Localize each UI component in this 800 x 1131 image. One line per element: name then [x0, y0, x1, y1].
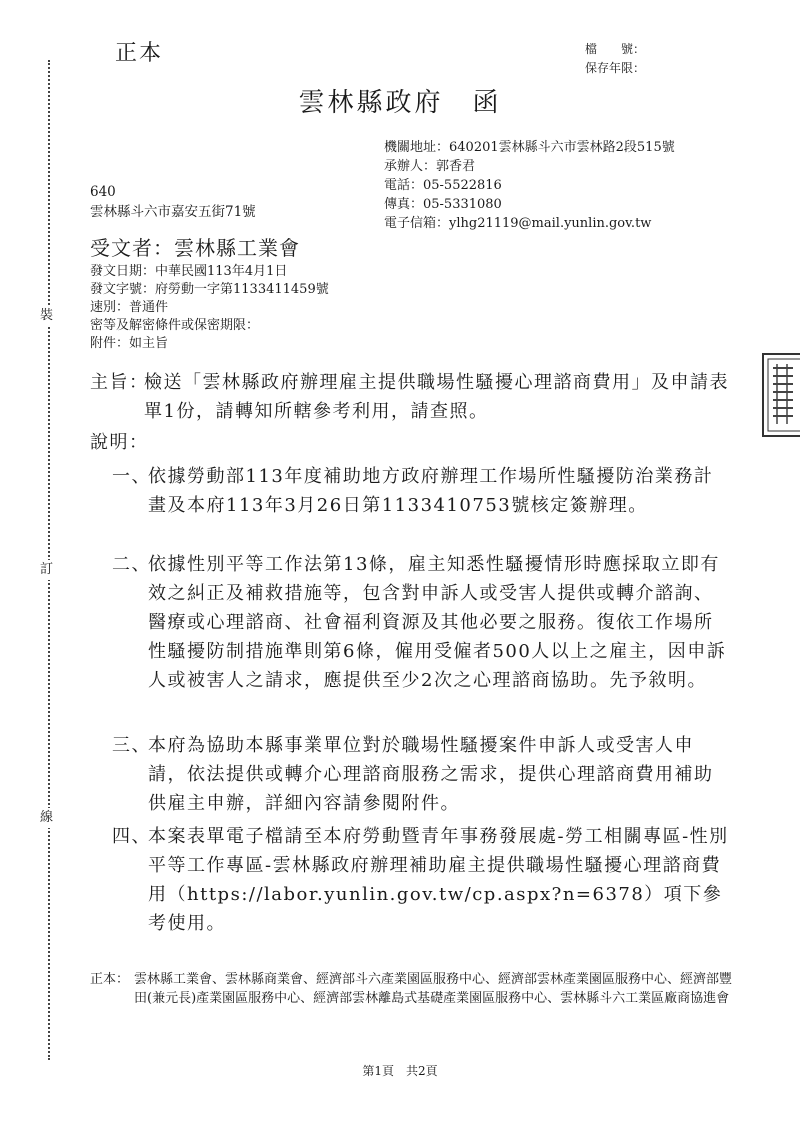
handler: 承辦人：郭香君	[384, 159, 476, 174]
seal-stamp-icon	[755, 350, 800, 440]
fax: 傳真：05-5331080	[384, 197, 502, 212]
retention-label: 保存年限：	[585, 61, 646, 75]
email: 電子信箱：ylhg21119@mail.yunlin.gov.tw	[384, 216, 652, 231]
item-number: 一、	[112, 466, 151, 487]
item-number: 二、	[112, 554, 151, 575]
attachment: 附件：如主旨	[90, 336, 169, 351]
item-text: 依據性別平等工作法第13條，雇主知悉性騷擾情形時應採取立即有效之糾正及補救措施等，包含對申訴人或受害人提供或轉介諮詢、醫療或心理諮商、社會福利資源及其他必要之服務。復依工作場所性騷擾防制措施準則第6條，僱用受僱者500人以上之雇主，因申訴人或被害人之請求，應提供至少2次之心理諮商協助。先予敘明。	[148, 554, 727, 691]
delivery-speed: 速別：普通件	[90, 300, 169, 315]
meta-block	[90, 263, 329, 353]
cc-list: 雲林縣工業會、雲林縣商業會、經濟部斗六產業園區服務中心、經濟部雲林產業園區服務中心、經濟部豐田(兼元長)產業園區服務中心、經濟部雲林離島式基礎產業園區服務中心、雲林縣斗六工業區廠商協進會	[134, 972, 733, 1006]
security-level: 密等及解密條件或保密期限：	[90, 318, 260, 333]
issue-date: 發文日期：中華民國113年4月1日	[90, 264, 288, 279]
page-title: 雲林縣政府 函	[298, 88, 502, 118]
agency-address: 機關地址：640201雲林縣斗六市雲林路2段515號	[384, 140, 675, 155]
phone: 電話：05-5522816	[384, 178, 502, 193]
explanation-label: 說明：	[90, 432, 149, 453]
cc-label: 正本：	[90, 972, 130, 987]
file-number-block	[585, 40, 645, 78]
item-number: 四、	[112, 826, 151, 847]
subject-text: 檢送「雲林縣政府辦理雇主提供職場性騷擾心理諮商費用」及申請表單1份，請轉知所轄參考利用，請查照。	[144, 372, 729, 422]
item-text: 本府為協助本縣事業單位對於職場性騷擾案件申訴人或受害人申請，依法提供或轉介心理諮商服務之需求，提供心理諮商費用補助供雇主申辦，詳細內容請參閱附件。	[148, 735, 714, 814]
recipient-address-block	[90, 182, 256, 222]
page-number: 第1頁 共2頁	[362, 1064, 438, 1078]
item-text: 本案表單電子檔請至本府勞動暨青年事務發展處-勞工相關專區-性別平等工作專區-雲林縣政府辦理補助雇主提供職場性騷擾心理諮商費用（https://labor.yunlin.gov.tw/cp.aspx?n=6378）項下參考使用。	[148, 826, 729, 934]
item-text: 依據勞動部113年度補助地方政府辦理工作場所性騷擾防治業務計畫及本府113年3月26日第1133410753號核定簽辦理。	[148, 466, 714, 516]
recipient-address: 雲林縣斗六市嘉安五街71號	[90, 204, 256, 220]
binding-mark-ding: 訂	[40, 560, 53, 580]
document-number: 發文字號：府勞動一字第1133411459號	[90, 282, 329, 297]
copy-mark: 正本	[115, 41, 164, 66]
item-number: 三、	[112, 735, 151, 756]
contact-block	[384, 138, 675, 233]
binding-mark-zhuang: 裝	[40, 306, 53, 326]
binding-mark-xian: 線	[40, 808, 53, 828]
recipient: 受文者：雲林縣工業會	[90, 236, 300, 260]
postal-code: 640	[90, 184, 116, 200]
file-number-label: 檔 號：	[585, 42, 646, 56]
subject-label: 主旨：	[90, 372, 149, 393]
